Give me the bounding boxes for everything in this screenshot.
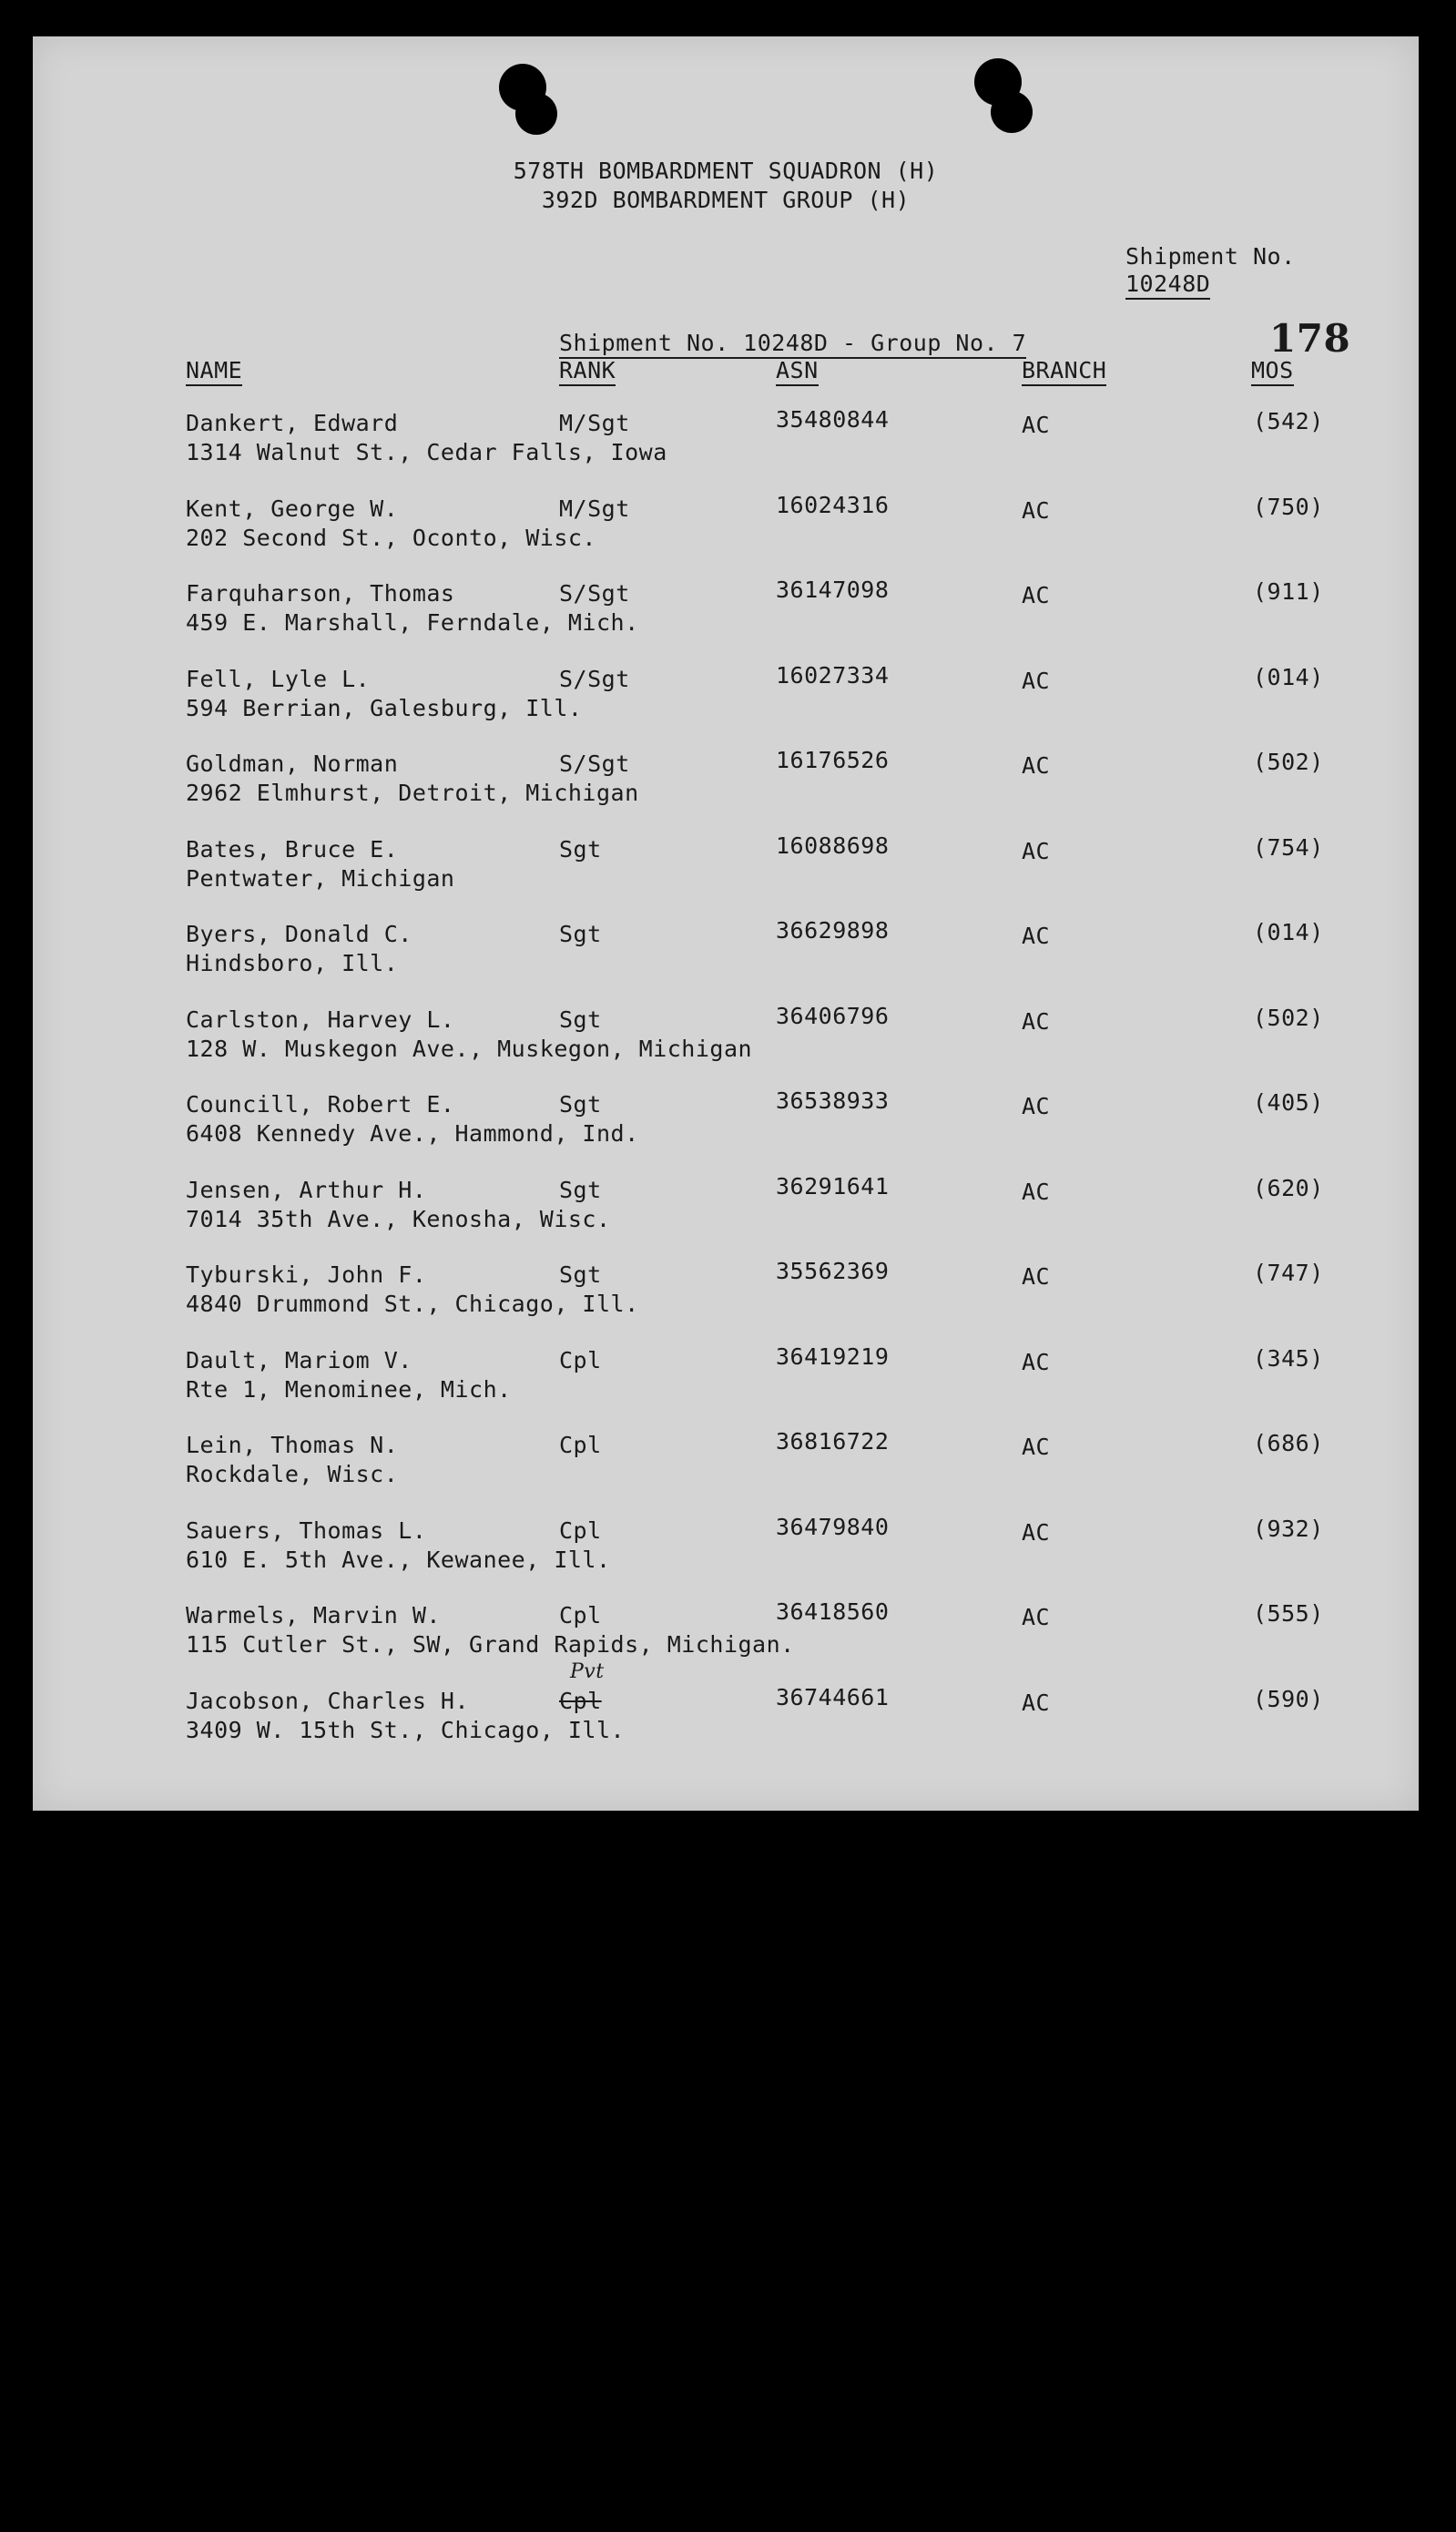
list-item-address: 7014 35th Ave., Kenosha, Wisc.: [186, 1205, 611, 1232]
list-item-rank: Sgt: [559, 1006, 602, 1033]
list-item-name: Jensen, Arthur H.: [186, 1176, 427, 1203]
list-item-branch: AC: [1022, 582, 1051, 608]
list-item-branch: AC: [1022, 412, 1051, 438]
list-item-asn: 16176526: [776, 747, 890, 773]
list-item-mos: (502): [1253, 1004, 1324, 1031]
list-item-mos: (014): [1253, 663, 1324, 690]
group-heading: 392D BOMBARDMENT GROUP (H): [541, 187, 911, 213]
list-item-name: Councill, Robert E.: [186, 1091, 455, 1118]
list-item-branch: AC: [1022, 1434, 1051, 1460]
list-item-address: 4840 Drummond St., Chicago, Ill.: [186, 1291, 639, 1317]
column-header-name: NAME: [186, 357, 242, 386]
list-item-mos: (750): [1253, 493, 1324, 520]
list-item-rank: Cpl: [559, 1516, 602, 1544]
list-item-rank: Sgt: [559, 1091, 602, 1118]
list-item-asn: 16088698: [776, 832, 890, 859]
list-item-branch: AC: [1022, 1263, 1051, 1290]
list-item-mos: (590): [1253, 1685, 1324, 1712]
list-item-branch: AC: [1022, 1518, 1051, 1546]
list-item-asn: 36629898: [776, 917, 890, 944]
column-header-branch: BRANCH: [1022, 357, 1106, 386]
list-item-address: 202 Second St., Oconto, Wisc.: [186, 524, 596, 551]
list-item-name: Goldman, Norman: [186, 750, 399, 777]
list-item-name: Dault, Mariom V.: [186, 1346, 412, 1373]
list-item-mos: (542): [1253, 408, 1324, 434]
list-item-rank: Sgt: [559, 921, 602, 947]
list-item-rank: M/Sgt: [559, 410, 630, 436]
list-item-name: Sauers, Thomas L.: [186, 1516, 427, 1544]
list-item-mos: (405): [1253, 1089, 1324, 1116]
list-item-rank: S/Sgt: [559, 580, 630, 607]
list-item-rank: S/Sgt: [559, 665, 630, 692]
list-item-asn: 36418560: [776, 1598, 890, 1625]
list-item-mos: (932): [1253, 1515, 1324, 1542]
list-item-asn: 36816722: [776, 1428, 890, 1455]
column-header-mos: MOS: [1251, 357, 1294, 386]
list-item-mos: (686): [1253, 1430, 1324, 1456]
list-item-address: Hindsboro, Ill.: [186, 950, 399, 976]
list-item-address: Pentwater, Michigan: [186, 864, 455, 892]
page-number: 178: [1269, 316, 1351, 361]
squadron-heading: 578TH BOMBARDMENT SQUADRON (H): [513, 158, 939, 184]
list-item-address: Rte 1, Menominee, Mich.: [186, 1375, 512, 1403]
list-item-asn: 35562369: [776, 1258, 890, 1284]
list-item-address: 128 W. Muskegon Ave., Muskegon, Michigan: [186, 1035, 753, 1062]
list-item-rank: Sgt: [559, 1176, 602, 1203]
list-item-name: Tyburski, John F.: [186, 1261, 427, 1288]
list-item-asn: 36147098: [776, 577, 890, 603]
list-item-name: Kent, George W.: [186, 495, 399, 522]
list-item-rank: Cpl: [559, 1687, 602, 1714]
list-item-mos: (620): [1253, 1174, 1324, 1201]
list-item-mos: (747): [1253, 1260, 1324, 1286]
list-item-asn: 16027334: [776, 661, 890, 689]
list-item-rank: Sgt: [559, 1261, 602, 1288]
list-item-branch: AC: [1022, 667, 1051, 694]
list-item-asn: 36291641: [776, 1172, 890, 1200]
list-item-rank: Sgt: [559, 835, 602, 863]
list-item-address: 1314 Walnut St., Cedar Falls, Iowa: [186, 439, 667, 465]
list-item-asn: 36538933: [776, 1087, 890, 1114]
list-item-asn: 35480844: [776, 406, 890, 433]
list-item-address: 3409 W. 15th St., Chicago, Ill.: [186, 1716, 626, 1743]
list-item-asn: 36419219: [776, 1343, 890, 1370]
list-item-rank: S/Sgt: [559, 750, 630, 777]
list-item-address: 610 E. 5th Ave., Kewanee, Ill.: [186, 1546, 611, 1573]
list-item-branch: AC: [1022, 923, 1051, 949]
list-item-asn: 16024316: [776, 491, 890, 518]
list-item-name: Farquharson, Thomas: [186, 580, 455, 607]
list-item-name: Lein, Thomas N.: [186, 1432, 399, 1458]
list-item-rank: Cpl: [559, 1346, 602, 1373]
list-item-name: Carlston, Harvey L.: [186, 1006, 455, 1033]
list-item-asn: 36479840: [776, 1513, 890, 1540]
list-item-name: Warmels, Marvin W.: [186, 1602, 441, 1628]
list-item-mos: (345): [1253, 1344, 1324, 1372]
group-line: Shipment No. 10248D - Group No. 7: [559, 330, 1026, 359]
list-item-mos: (014): [1253, 919, 1324, 945]
list-item-mos: (502): [1253, 749, 1324, 775]
list-item-branch: AC: [1022, 1689, 1051, 1716]
list-item-address: 459 E. Marshall, Ferndale, Mich.: [186, 609, 639, 636]
list-item-branch: AC: [1022, 496, 1051, 524]
list-item-asn: 36744661: [776, 1683, 890, 1710]
list-item-address: 2962 Elmhurst, Detroit, Michigan: [186, 780, 639, 806]
column-header-rank: RANK: [559, 357, 616, 386]
list-item-branch: AC: [1022, 1007, 1051, 1035]
list-item-branch: AC: [1022, 1093, 1051, 1119]
list-item-asn: 36406796: [776, 1002, 890, 1029]
list-item-name: Jacobson, Charles H.: [186, 1687, 470, 1714]
list-item-rank: M/Sgt: [559, 495, 630, 522]
shipment-number: 10248D: [1125, 271, 1210, 300]
list-item-address: Rockdale, Wisc.: [186, 1461, 399, 1487]
list-item-name: Dankert, Edward: [186, 410, 399, 436]
list-item-rank: Cpl: [559, 1432, 602, 1458]
list-item-name: Byers, Donald C.: [186, 921, 412, 947]
list-item-mos: (555): [1253, 1600, 1324, 1627]
list-item-name: Bates, Bruce E.: [186, 835, 399, 863]
punch-hole-right-lower: [991, 91, 1033, 133]
list-item-address: 115 Cutler St., SW, Grand Rapids, Michigan.: [186, 1631, 795, 1658]
list-item-name: Fell, Lyle L.: [186, 665, 371, 692]
punch-hole-left-lower: [515, 93, 557, 135]
list-item-rank-correction: Pvt: [570, 1659, 605, 1683]
document-page: [33, 36, 1419, 1811]
list-item-mos: (754): [1253, 833, 1324, 861]
list-item-rank: Cpl: [559, 1602, 602, 1628]
list-item-branch: AC: [1022, 1348, 1051, 1375]
list-item-branch: AC: [1022, 1604, 1051, 1630]
list-item-branch: AC: [1022, 1178, 1051, 1205]
list-item-address: 6408 Kennedy Ave., Hammond, Ind.: [186, 1120, 639, 1147]
list-item-address: 594 Berrian, Galesburg, Ill.: [186, 694, 583, 721]
list-item-mos: (911): [1253, 578, 1324, 605]
shipment-label: Shipment No.: [1125, 243, 1296, 270]
column-header-asn: ASN: [776, 357, 819, 386]
list-item-branch: AC: [1022, 752, 1051, 779]
list-item-branch: AC: [1022, 837, 1051, 864]
